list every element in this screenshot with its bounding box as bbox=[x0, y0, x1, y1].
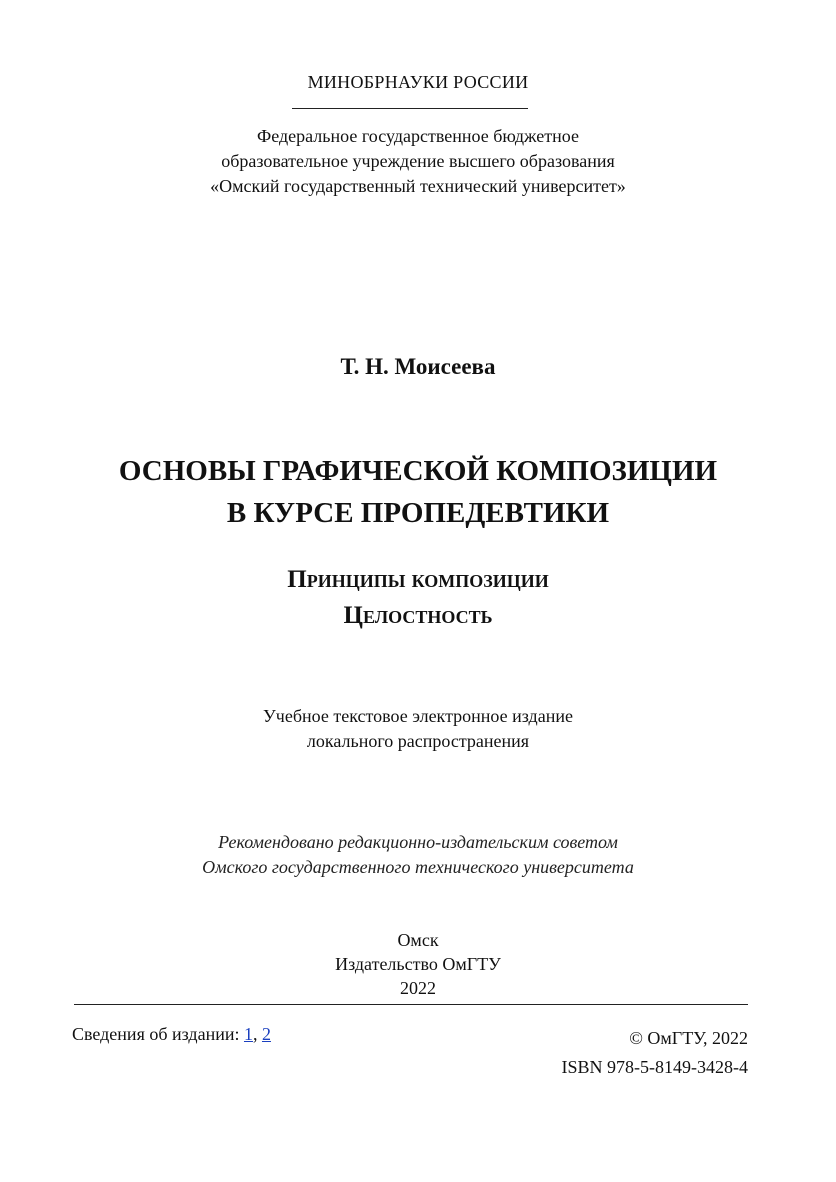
institution-block bbox=[0, 124, 836, 199]
edition-info bbox=[72, 1024, 271, 1045]
isbn-number: ISBN 978-5-8149-3428-4 bbox=[561, 1057, 748, 1077]
edition-info-label: Сведения об издании: bbox=[72, 1024, 240, 1044]
title-line: ОСНОВЫ ГРАФИЧЕСКОЙ КОМПОЗИЦИИ bbox=[118, 455, 718, 487]
edition-line: локального распространения bbox=[306, 731, 530, 751]
edition-type bbox=[0, 704, 836, 754]
institution-line: «Омский государственный технический университет» bbox=[210, 176, 626, 196]
ministry-name: МИНОБРНАУКИ РОССИИ bbox=[307, 72, 529, 92]
book-title bbox=[0, 450, 836, 534]
ministry-divider bbox=[292, 108, 528, 109]
footer-divider bbox=[74, 1004, 748, 1005]
copyright-notice: © ОмГТУ, 2022 bbox=[629, 1028, 748, 1048]
edition-line: Учебное текстовое электронное издание bbox=[263, 706, 573, 726]
imprint-year: 2022 bbox=[400, 978, 436, 998]
edition-info-link-1[interactable]: 1 bbox=[243, 1024, 253, 1044]
edition-info-link-2[interactable]: 2 bbox=[261, 1024, 271, 1044]
subtitle-line: Принципы композиции bbox=[287, 566, 549, 593]
book-subtitle bbox=[0, 562, 836, 634]
edition-info-separator: , bbox=[252, 1024, 258, 1044]
imprint-publisher: Издательство ОмГТУ bbox=[335, 954, 501, 974]
recommendation-line: Рекомендовано редакционно-издательским советом bbox=[218, 832, 618, 852]
title-line: В КУРСЕ ПРОПЕДЕВТИКИ bbox=[226, 497, 610, 529]
imprint-city: Омск bbox=[397, 930, 439, 950]
recommendation-line: Омского государственного технического университета bbox=[202, 857, 634, 877]
imprint-block bbox=[0, 928, 836, 1000]
publication-ids bbox=[562, 1024, 749, 1082]
recommendation-note bbox=[0, 830, 836, 880]
author-name: Т. Н. Моисеева bbox=[340, 354, 496, 379]
institution-line: Федеральное государственное бюджетное bbox=[257, 126, 579, 146]
institution-line: образовательное учреждение высшего образования bbox=[221, 151, 615, 171]
subtitle-line: Целостность bbox=[343, 602, 493, 629]
